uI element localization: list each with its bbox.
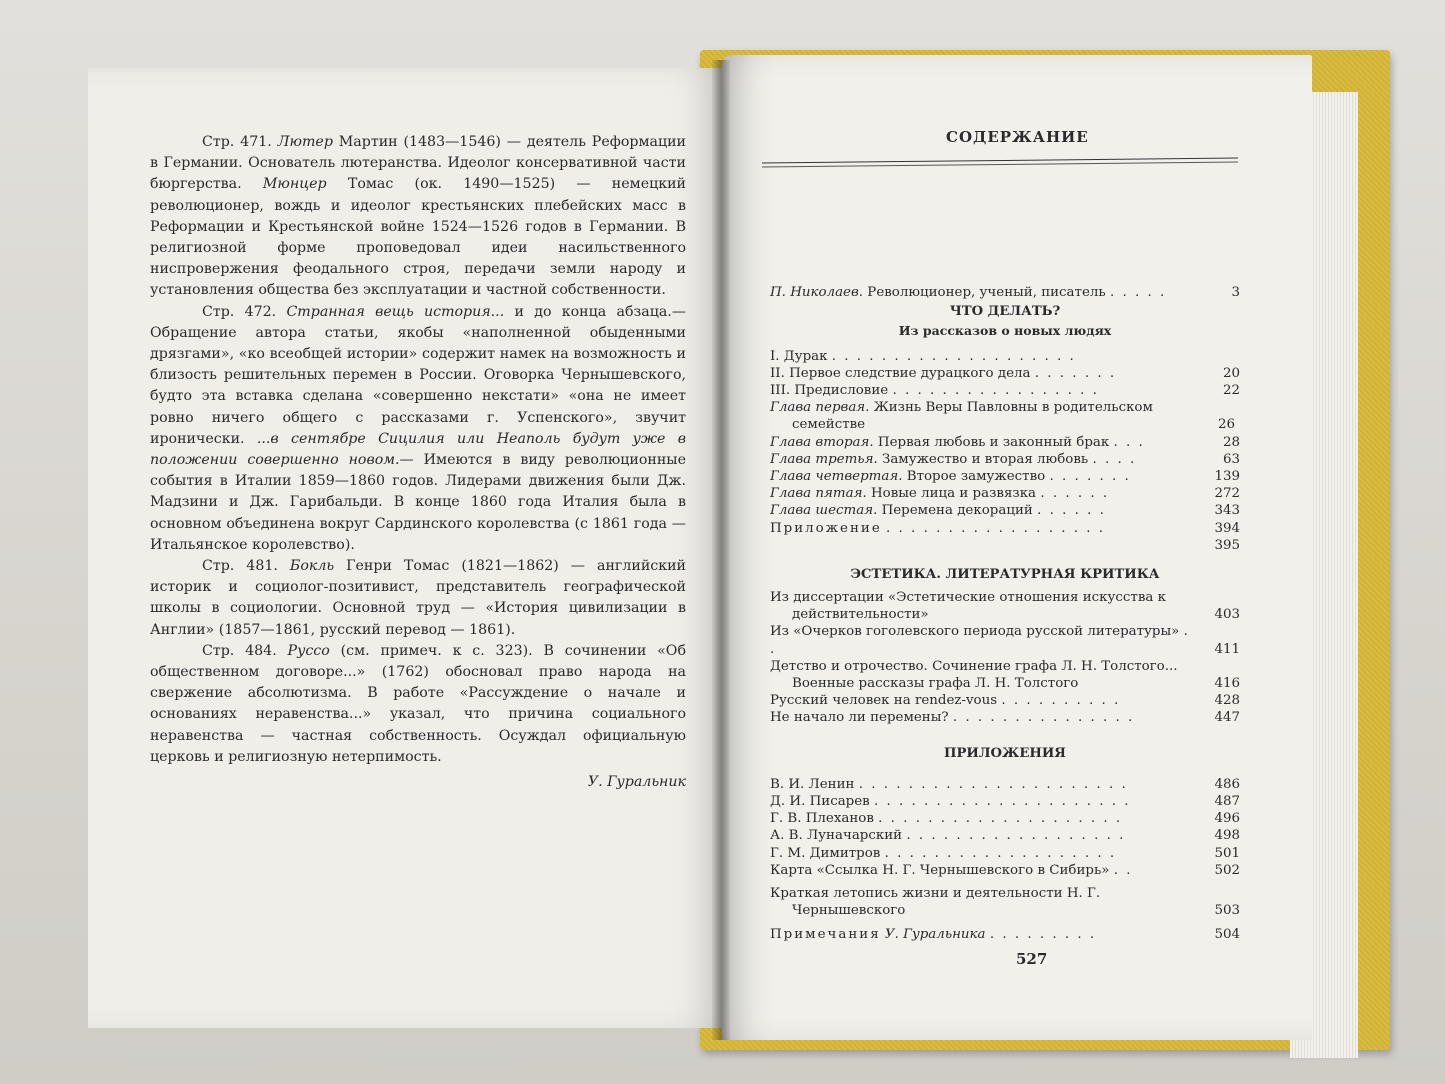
toc-entry: II. Первое следствие дурацкого дела . . . . . . . 20 (770, 365, 1240, 381)
note-481: Стр. 481. Бокль Генри Томас (1821—1862) — английский историк и социолог-позитивист, представитель географической школы в социологии. Основной труд — «История цивилизации в Англии» (1857—1861, русский перевод — 1861). (150, 558, 686, 638)
toc-entry: Русский человек на rendez-vous . . . . . . . . . . 428 (770, 693, 1240, 709)
toc-entry: Глава первая. Жизнь Веры Павловны в родительском семействе 26 (770, 400, 1236, 433)
toc-entry: Приложение . . . . . . . . . . . . . . . . . . 394 (770, 520, 1240, 536)
toc-entry: Карта «Ссылка Н. Г. Чернышевского в Сибирь» . . 502 (770, 862, 1240, 878)
toc-entry: Не начало ли перемены? . . . . . . . . . . . . . . . 447 (770, 710, 1240, 726)
toc-entry: Детство и отрочество. Сочинение графа Л. Н. Толстого... Военные рассказы графа Л. Н. Толстого 416 (770, 658, 1240, 692)
section-title-appendices: ПРИЛОЖЕНИЯ (944, 745, 1066, 761)
toc-entry: Глава вторая. Первая любовь и законный брак . . . 28 (770, 434, 1240, 450)
note-472: Стр. 472. Странная вещь история... и до конца абзаца.— Обращение автора статьи, якобы «наполненной обыденными дрязгами», «ко всеобщей истории» содержит намек на возможность и близость решительных перемен в России. Оговорка Чернышевского, будто эта вставка сделана «совершенно некстати» «она не имеет ровно ничего общего с рассказами г. Успенского», звучит иронически. ...в сентябре Сицилия или Неаполь будут уже в положении совершенно новом.— Имеются в виду революционные события в Италии 1859—1860 годов. Лидерами движения были Дж. Мадзини и Дж. Гарибальди. В конце 1860 года Италия была в основном объединена вокруг Сардинского королевства (с 1861 года — Итальянское королевство). (150, 303, 686, 553)
toc-entry: В. И. Ленин . . . . . . . . . . . . . . . . . . . . . . 486 (770, 776, 1240, 792)
section-title-what-to-do: ЧТО ДЕЛАТЬ? (949, 304, 1061, 320)
endnotes-text (150, 132, 686, 793)
toc-entry: Из диссертации «Эстетические отношения искусства к действительности» 403 (770, 590, 1240, 623)
page-title: СОДЕРЖАНИЕ (946, 128, 1089, 146)
note-471: Стр. 471. Лютер Мартин (1483—1546) — деятель Реформации в Германии. Основатель лютеранства. Идеолог консервативной части бюргерства. Мюнцер Томас (ок. 1490—1525) — немецкий революционер, вождь и идеолог крестьянских плебейских масс в Реформации и Крестьянской войне 1524—1526 годов в Германии. В религиозной форме проповедовал идеи насильственного ниспровержения феодального строя, передачи земли народу и установления общества без эксплуатации и частной собственности. (150, 134, 686, 299)
signature: У. Гуральник (587, 774, 686, 791)
toc-entry: Глава четвертая. Второе замужество . . . . . . . 139 (770, 469, 1240, 485)
book-gutter (712, 60, 730, 1040)
toc-entry: Глава третья. Замужество и вторая любовь . . . . 63 (770, 451, 1240, 467)
toc-entry: III. Предисловие . . . . . . . . . . . . . . . . . 22 (770, 383, 1240, 399)
section-title-aesthetics: ЭСТЕТИКА. ЛИТЕРАТУРНАЯ КРИТИКА (850, 566, 1160, 582)
toc-entry: Глава шестая. Перемена декораций . . . . . . 343 (770, 503, 1240, 519)
toc-entry: Глава пятая. Новые лица и развязка . . . . . . 272 (770, 486, 1240, 502)
toc-entry: А. В. Луначарский . . . . . . . . . . . . . . . . . . 498 (770, 828, 1240, 844)
toc-entry: Краткая летопись жизни и деятельности Н. Г. Чернышевского 503 (770, 886, 1240, 919)
toc-entry: Из «Очерков гоголевского периода русской литературы» . . 411 (770, 624, 1240, 657)
section-subtitle: Из рассказов о новых людях (898, 323, 1112, 339)
toc-entry: 395 (1214, 537, 1240, 553)
table-of-contents (770, 284, 1240, 943)
toc-entry-notes: Примечания У. Гуральника . . . . . . . . . 504 (770, 926, 1240, 942)
toc-entry: Г. В. Плеханов . . . . . . . . . . . . . . . . . . . . 496 (770, 811, 1240, 827)
toc-entry-intro: П. Николаев. Революционер, ученый, писатель . . . . . 3 (770, 285, 1240, 300)
note-484: Стр. 484. Руссо (см. примеч. к с. 323). В сочинении «Об общественном договоре...» (1762) обосновал право народа на свержение абсолютизма. В работе «Рассуждение о начале и основаниях неравенства...» указал, что причина социального неравенства — частная собственность. Осуждал официальную церковь и религиозную нетерпимость. (150, 642, 686, 765)
page-number: 527 (1016, 950, 1048, 968)
toc-entry: Г. М. Димитров . . . . . . . . . . . . . . . . . . . 501 (770, 845, 1240, 861)
toc-entry: I. Дурак . . . . . . . . . . . . . . . . . . . . (770, 348, 1076, 364)
toc-entry: Д. И. Писарев . . . . . . . . . . . . . . . . . . . . . 487 (770, 794, 1240, 810)
